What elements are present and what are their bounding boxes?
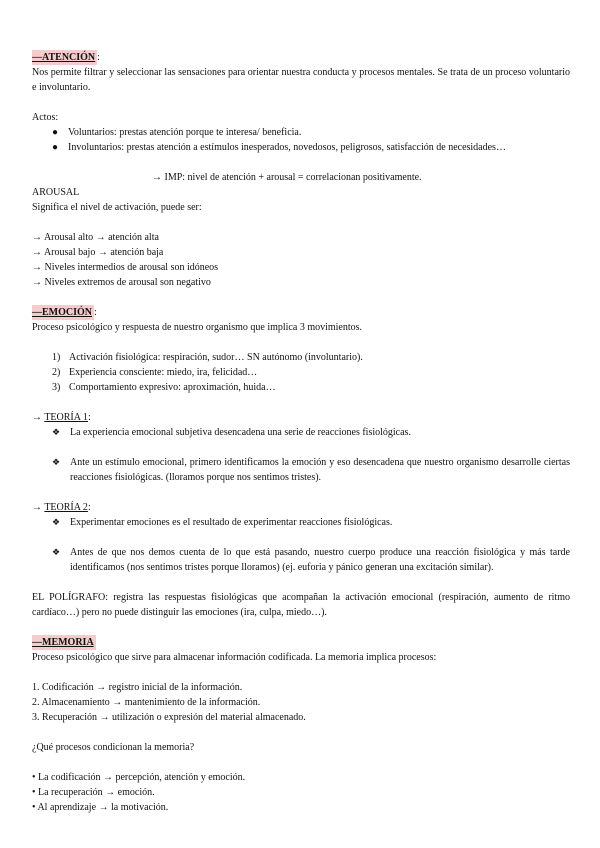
bullet-icon: ● [52, 127, 59, 138]
teoria1-label: TEORÍA 1 [44, 412, 88, 423]
teoria1-list [32, 425, 570, 485]
list-item [52, 350, 570, 365]
list-item [52, 515, 570, 530]
teoria1-colon: : [87, 412, 91, 423]
item-text: Experimentar emociones es el resultado de experimentar reacciones fisiológicas. [70, 517, 393, 528]
item-text: Comportamiento expresivo: aproximación, huida… [69, 382, 276, 393]
memoria-dash: — [32, 637, 42, 648]
memoria-title: MEMORIA [42, 637, 94, 648]
memoria-heading [32, 635, 570, 650]
arrow-icon: → [32, 412, 42, 423]
emocion-intro: Proceso psicológico y respuesta de nuestro organismo que implica 3 movimientos. [32, 322, 363, 333]
list-item [52, 125, 570, 140]
item-number: 1) [52, 352, 61, 363]
arousal-item: → Arousal bajo → atención baja [32, 247, 164, 258]
emocion-dash: — [32, 307, 42, 318]
actos-label: Actos: [32, 112, 59, 123]
proceso-item: 3. Recuperación → utilización o expresión del material almacenado. [32, 712, 306, 723]
arousal-item: → Niveles extremos de arousal son negativo [32, 277, 211, 288]
proceso-item: 2. Almacenamiento → mantenimiento de la información. [32, 697, 261, 708]
imp-note: → IMP: nivel de atención + arousal = correlacionan positivamente. [152, 172, 422, 183]
arousal-item: → Niveles intermedios de arousal son idóneos [32, 262, 219, 273]
condicion-item: • La recuperación → emoción. [32, 787, 155, 798]
emocion-title: EMOCIÓN [42, 307, 92, 318]
diamond-bullet-icon: ❖ [52, 427, 61, 437]
proceso-item: 1. Codificación → registro inicial de la información. [32, 682, 243, 693]
item-text: La experiencia emocional subjetiva desencadena una serie de reacciones fisiológicas. [70, 427, 411, 438]
emocion-title-highlight [32, 305, 94, 320]
list-item [52, 455, 570, 485]
teoria2-heading [32, 500, 570, 515]
actos-list [32, 125, 570, 155]
teoria2-list [32, 515, 570, 575]
atencion-colon: : [97, 52, 100, 63]
teoria2-colon: : [87, 502, 91, 513]
bullet-icon: ● [52, 142, 59, 153]
atencion-title: ATENCIÓN [42, 52, 96, 63]
arrow-icon: → [32, 502, 42, 513]
poligrafo-paragraph: EL POLÍGRAFO: registra las respuestas fisiológicas que acompañan la activación emocional (respiración, aumento de ritmo cardíaco…) pero no puede distinguir las emociones (ira, culpa, miedo…). [32, 592, 570, 618]
item-number: 3) [52, 382, 61, 393]
diamond-bullet-icon: ❖ [52, 457, 61, 467]
item-text: Experiencia consciente: miedo, ira, felicidad… [69, 367, 258, 378]
list-item [52, 545, 570, 575]
item-number: 2) [52, 367, 61, 378]
diamond-bullet-icon: ❖ [52, 517, 61, 527]
item-text: Antes de que nos demos cuenta de lo que está pasando, nuestro cuerpo produce una reacción fisiológica y más tarde identificamos (nos sentimos tristes porque lloramos) (ej. euforia y pánico generan una excitación similar). [70, 547, 570, 573]
movimientos-list [32, 350, 570, 395]
arousal-item: → Arousal alto → atención alta [32, 232, 159, 243]
emocion-colon: : [94, 307, 97, 318]
condicion-item: • La codificación → percepción, atención y emoción. [32, 772, 246, 783]
document-page [32, 50, 570, 815]
atencion-heading [32, 50, 570, 65]
list-item [52, 140, 570, 155]
acto-text: Involuntarios: prestas atención a estímulos inesperados, novedosos, peligrosos, satisfacción de necesidades… [68, 142, 506, 153]
condicion-item: • Al aprendizaje → la motivación. [32, 802, 169, 813]
memoria-question: ¿Qué procesos condicionan la memoria? [32, 742, 195, 753]
emocion-heading [32, 305, 570, 320]
memoria-title-highlight [32, 635, 96, 650]
atencion-title-highlight [32, 50, 97, 65]
list-item [52, 380, 570, 395]
memoria-intro: Proceso psicológico que sirve para almacenar información codificada. La memoria implica procesos: [32, 652, 437, 663]
arousal-desc: Significa el nivel de activación, puede ser: [32, 202, 202, 213]
acto-text: Voluntarios: prestas atención porque te interesa/ beneficia. [68, 127, 302, 138]
diamond-bullet-icon: ❖ [52, 547, 61, 557]
teoria1-heading [32, 410, 570, 425]
atencion-dash: — [32, 52, 42, 63]
arousal-title: AROUSAL [32, 187, 80, 198]
list-item [52, 365, 570, 380]
atencion-intro: Nos permite filtrar y seleccionar las sensaciones para orientar nuestra conducta y procesos mentales. Se trata de un proceso voluntario e involuntario. [32, 67, 570, 93]
item-text: Activación fisiológica: respiración, sudor… SN autónomo (involuntario). [69, 352, 363, 363]
item-text: Ante un estímulo emocional, primero identificamos la emoción y eso desencadena que nuestro organismo desarrolle ciertas reacciones fisiológicas. (lloramos porque nos sentimos tristes). [70, 457, 570, 483]
teoria2-label: TEORÍA 2 [44, 502, 88, 513]
list-item [52, 425, 570, 440]
